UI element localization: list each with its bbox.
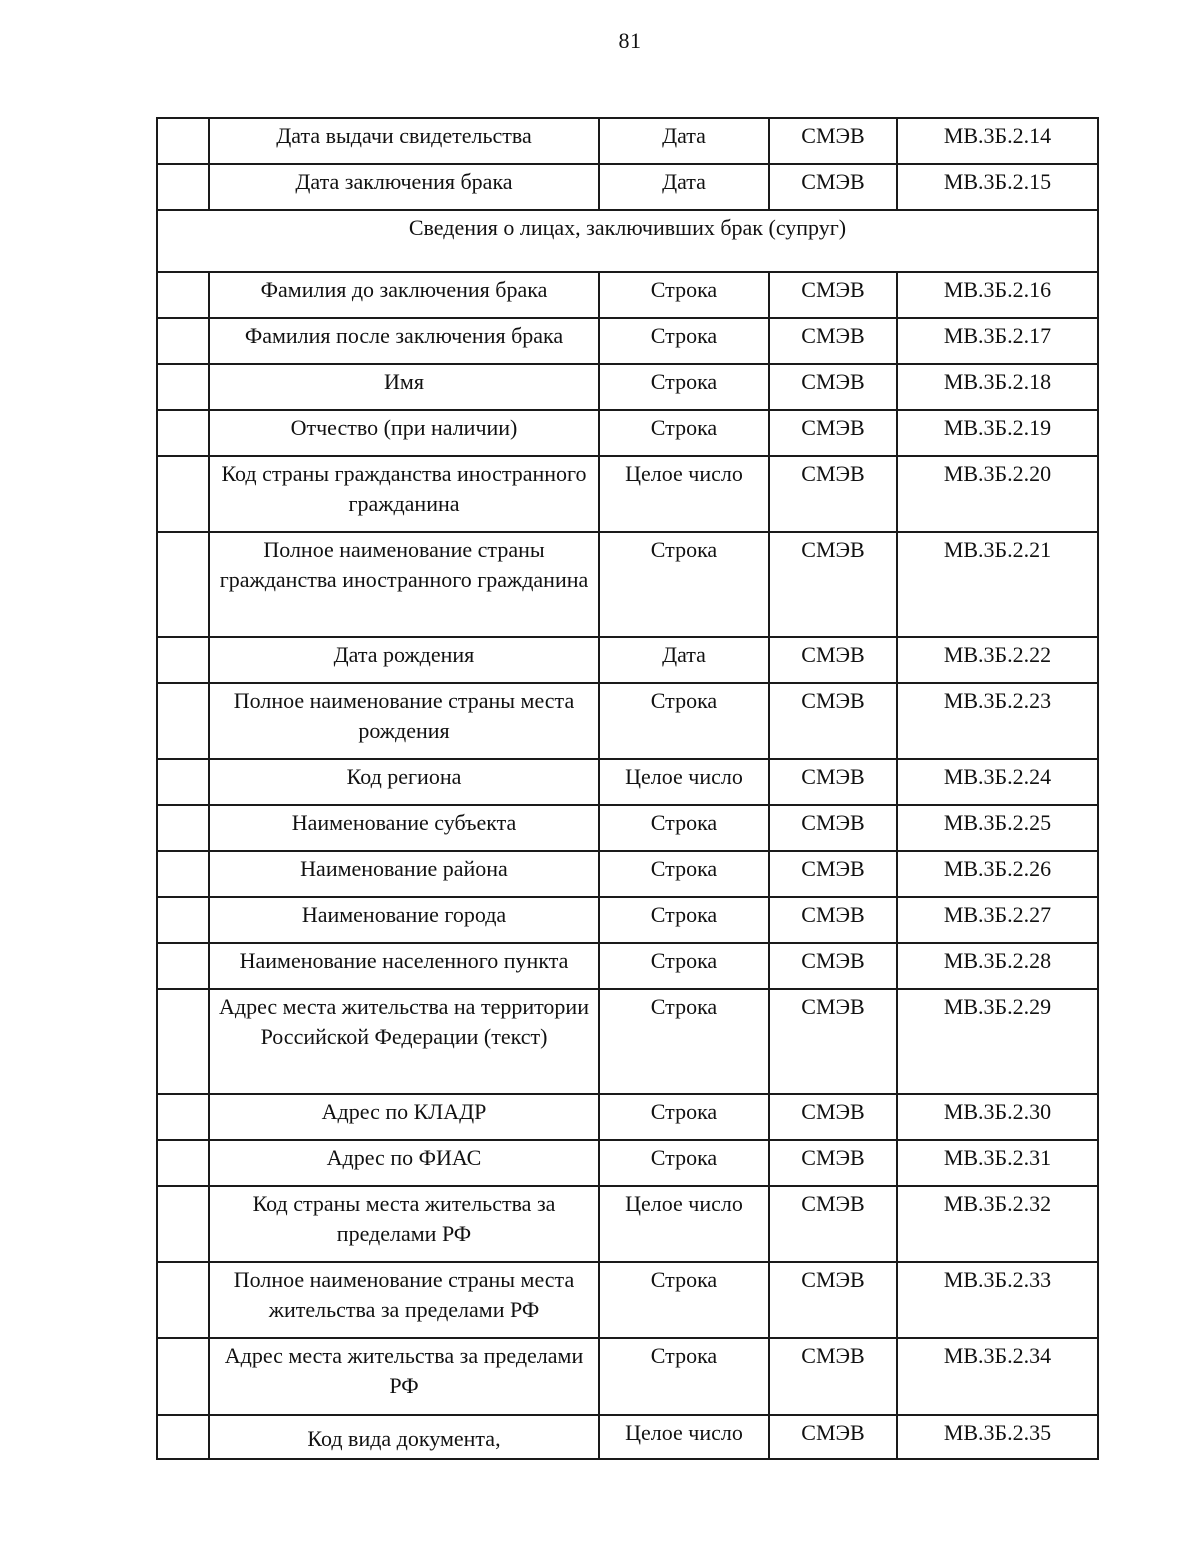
table-body: [157, 118, 1098, 1459]
field-source-cell: СМЭВ: [769, 637, 897, 683]
field-code-cell: МВ.3Б.2.15: [897, 164, 1098, 210]
section-row: [157, 210, 1098, 272]
table-row: [157, 989, 1098, 1094]
field-name-cell: Фамилия после заключения брака: [209, 318, 599, 364]
row-number-cell: [157, 364, 209, 410]
field-type-cell: Дата: [599, 164, 769, 210]
row-number-cell: [157, 410, 209, 456]
field-name-cell: Полное наименование страны гражданства иностранного гражданина: [209, 532, 599, 637]
row-number-cell: [157, 1094, 209, 1140]
field-code-cell: МВ.3Б.2.32: [897, 1186, 1098, 1262]
table-row: [157, 272, 1098, 318]
section-title: Сведения о лицах, заключивших брак (супруг): [157, 210, 1098, 272]
table-row: [157, 118, 1098, 164]
table-row: [157, 943, 1098, 989]
field-type-cell: Строка: [599, 318, 769, 364]
row-number-cell: [157, 1415, 209, 1459]
field-code-cell: МВ.3Б.2.30: [897, 1094, 1098, 1140]
field-type-cell: Строка: [599, 272, 769, 318]
table-row: [157, 410, 1098, 456]
row-number-cell: [157, 456, 209, 532]
row-number-cell: [157, 272, 209, 318]
field-name-cell: Дата заключения брака: [209, 164, 599, 210]
field-type-cell: Строка: [599, 851, 769, 897]
row-number-cell: [157, 118, 209, 164]
field-source-cell: СМЭВ: [769, 759, 897, 805]
row-number-cell: [157, 318, 209, 364]
field-name-cell: Наименование субъекта: [209, 805, 599, 851]
field-name-cell: Код вида документа,: [209, 1415, 599, 1459]
field-name-cell: Адрес по ФИАС: [209, 1140, 599, 1186]
field-code-cell: МВ.3Б.2.14: [897, 118, 1098, 164]
row-number-cell: [157, 989, 209, 1094]
field-code-cell: МВ.3Б.2.25: [897, 805, 1098, 851]
field-code-cell: МВ.3Б.2.20: [897, 456, 1098, 532]
table-row: [157, 532, 1098, 637]
field-type-cell: Строка: [599, 1140, 769, 1186]
field-type-cell: Дата: [599, 637, 769, 683]
table-row: [157, 851, 1098, 897]
field-name-cell: Дата рождения: [209, 637, 599, 683]
field-name-cell: Адрес по КЛАДР: [209, 1094, 599, 1140]
field-source-cell: СМЭВ: [769, 164, 897, 210]
field-source-cell: СМЭВ: [769, 989, 897, 1094]
table-row: [157, 318, 1098, 364]
field-code-cell: МВ.3Б.2.17: [897, 318, 1098, 364]
row-number-cell: [157, 1262, 209, 1338]
field-name-cell: Код региона: [209, 759, 599, 805]
field-code-cell: МВ.3Б.2.34: [897, 1338, 1098, 1415]
field-source-cell: СМЭВ: [769, 1262, 897, 1338]
field-code-cell: МВ.3Б.2.26: [897, 851, 1098, 897]
field-type-cell: Строка: [599, 364, 769, 410]
field-type-cell: Целое число: [599, 759, 769, 805]
field-source-cell: СМЭВ: [769, 118, 897, 164]
field-source-cell: СМЭВ: [769, 897, 897, 943]
field-code-cell: МВ.3Б.2.29: [897, 989, 1098, 1094]
field-code-cell: МВ.3Б.2.35: [897, 1415, 1098, 1459]
field-code-cell: МВ.3Б.2.19: [897, 410, 1098, 456]
field-name-cell: Дата выдачи свидетельства: [209, 118, 599, 164]
table-row: [157, 1186, 1098, 1262]
field-type-cell: Строка: [599, 989, 769, 1094]
field-code-cell: МВ.3Б.2.23: [897, 683, 1098, 759]
field-name-cell: Фамилия до заключения брака: [209, 272, 599, 318]
field-name-cell: Код страны гражданства иностранного гражданина: [209, 456, 599, 532]
field-code-cell: МВ.3Б.2.22: [897, 637, 1098, 683]
table-row: [157, 897, 1098, 943]
field-code-cell: МВ.3Б.2.28: [897, 943, 1098, 989]
table-row: [157, 1094, 1098, 1140]
data-table: [156, 117, 1099, 1460]
field-type-cell: Строка: [599, 897, 769, 943]
field-name-cell: Адрес места жительства за пределами РФ: [209, 1338, 599, 1415]
field-code-cell: МВ.3Б.2.31: [897, 1140, 1098, 1186]
field-name-cell: Полное наименование страны места жительства за пределами РФ: [209, 1262, 599, 1338]
table-row: [157, 1338, 1098, 1415]
page-number: 81: [618, 28, 642, 53]
field-type-cell: Целое число: [599, 1415, 769, 1459]
row-number-cell: [157, 164, 209, 210]
field-code-cell: МВ.3Б.2.16: [897, 272, 1098, 318]
field-type-cell: Строка: [599, 943, 769, 989]
row-number-cell: [157, 805, 209, 851]
field-name-cell: Адрес места жительства на территории Российской Федерации (текст): [209, 989, 599, 1094]
table-row: [157, 164, 1098, 210]
row-number-cell: [157, 1140, 209, 1186]
field-name-cell: Имя: [209, 364, 599, 410]
field-source-cell: СМЭВ: [769, 318, 897, 364]
field-type-cell: Строка: [599, 683, 769, 759]
field-code-cell: МВ.3Б.2.33: [897, 1262, 1098, 1338]
field-name-cell: Наименование города: [209, 897, 599, 943]
field-type-cell: Строка: [599, 532, 769, 637]
field-source-cell: СМЭВ: [769, 1338, 897, 1415]
field-source-cell: СМЭВ: [769, 683, 897, 759]
field-name-cell: Наименование района: [209, 851, 599, 897]
table-row: [157, 683, 1098, 759]
table-row: [157, 1415, 1098, 1459]
field-name-cell: Отчество (при наличии): [209, 410, 599, 456]
row-number-cell: [157, 637, 209, 683]
field-source-cell: СМЭВ: [769, 943, 897, 989]
table-row: [157, 759, 1098, 805]
row-number-cell: [157, 532, 209, 637]
table-row: [157, 364, 1098, 410]
field-source-cell: СМЭВ: [769, 456, 897, 532]
field-source-cell: СМЭВ: [769, 805, 897, 851]
field-source-cell: СМЭВ: [769, 532, 897, 637]
field-type-cell: Строка: [599, 1094, 769, 1140]
field-source-cell: СМЭВ: [769, 1140, 897, 1186]
field-type-cell: Дата: [599, 118, 769, 164]
field-name-cell: Полное наименование страны места рождения: [209, 683, 599, 759]
field-type-cell: Строка: [599, 1338, 769, 1415]
row-number-cell: [157, 683, 209, 759]
field-code-cell: МВ.3Б.2.21: [897, 532, 1098, 637]
field-code-cell: МВ.3Б.2.18: [897, 364, 1098, 410]
row-number-cell: [157, 851, 209, 897]
field-source-cell: СМЭВ: [769, 1186, 897, 1262]
field-source-cell: СМЭВ: [769, 272, 897, 318]
field-type-cell: Целое число: [599, 456, 769, 532]
table-row: [157, 805, 1098, 851]
row-number-cell: [157, 897, 209, 943]
row-number-cell: [157, 1338, 209, 1415]
field-source-cell: СМЭВ: [769, 851, 897, 897]
field-name-cell: Наименование населенного пункта: [209, 943, 599, 989]
field-code-cell: МВ.3Б.2.24: [897, 759, 1098, 805]
field-type-cell: Строка: [599, 805, 769, 851]
field-source-cell: СМЭВ: [769, 410, 897, 456]
field-source-cell: СМЭВ: [769, 364, 897, 410]
table-row: [157, 1262, 1098, 1338]
row-number-cell: [157, 759, 209, 805]
table-row: [157, 637, 1098, 683]
row-number-cell: [157, 1186, 209, 1262]
row-number-cell: [157, 943, 209, 989]
field-source-cell: СМЭВ: [769, 1415, 897, 1459]
table-row: [157, 1140, 1098, 1186]
field-source-cell: СМЭВ: [769, 1094, 897, 1140]
field-type-cell: Строка: [599, 410, 769, 456]
field-type-cell: Целое число: [599, 1186, 769, 1262]
field-name-cell: Код страны места жительства за пределами РФ: [209, 1186, 599, 1262]
table-row: [157, 456, 1098, 532]
field-type-cell: Строка: [599, 1262, 769, 1338]
field-code-cell: МВ.3Б.2.27: [897, 897, 1098, 943]
